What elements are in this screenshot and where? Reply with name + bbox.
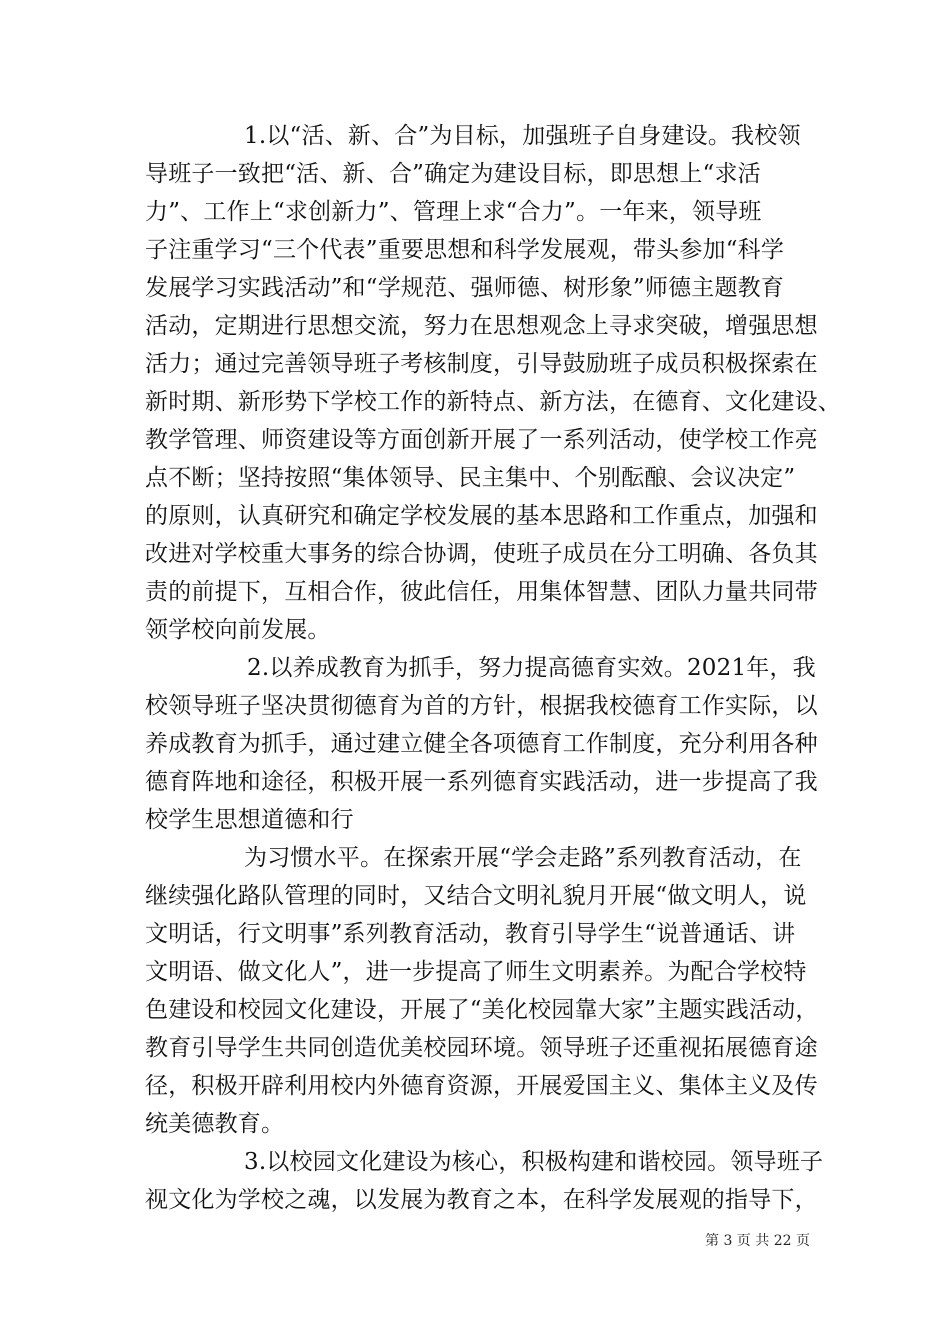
text-line-15: 2.以养成教育为抓手，努力提高德育实效。2021年，我 — [247, 655, 816, 681]
text-line-12: 改进对学校重大事务的综合协调，使班子成员在分工明确、各负其 — [145, 541, 818, 567]
text-line-6: 活动，定期进行思想交流，努力在思想观念上寻求突破，增强思想 — [145, 313, 818, 339]
text-line-13: 责的前提下，互相合作，彼此信任，用集体智慧、团队力量共同带 — [145, 579, 818, 605]
text-line-22: 文明话，行文明事”系列教育活动，教育引导学生“说普通话、讲 — [145, 921, 796, 947]
text-line-11: 的原则，认真研究和确定学校发展的基本思路和工作重点，加强和 — [145, 503, 818, 529]
text-line-3: 力”、工作上“求创新力”、管理上求“合力”。一年来，领导班 — [145, 199, 762, 225]
text-line-7: 活力；通过完善领导班子考核制度，引导鼓励班子成员积极探索在 — [145, 351, 818, 377]
text-line-28: 3.以校园文化建设为核心，积极构建和谐校园。领导班子 — [244, 1149, 824, 1175]
text-line-26: 径，积极开辟利用校内外德育资源，开展爱国主义、集体主义及传 — [145, 1073, 818, 1099]
page-number: 第 3 页 共 22 页 — [705, 1233, 810, 1249]
text-line-21: 继续强化路队管理的同时，又结合文明礼貌月开展“做文明人，说 — [145, 883, 807, 909]
text-line-25: 教育引导学生共同创造优美校园环境。领导班子还重视拓展德育途 — [145, 1035, 818, 1061]
text-line-24: 色建设和校园文化建设，开展了“美化校园靠大家”主题实践活动， — [145, 997, 819, 1023]
text-line-9: 教学管理、师资建设等方面创新开展了一系列活动，使学校工作亮 — [145, 427, 818, 453]
text-line-23: 文明语、做文化人”，进一步提高了师生文明素养。为配合学校特 — [145, 959, 807, 985]
text-line-16: 校领导班子坚决贯彻德育为首的方针，根据我校德育工作实际，以 — [145, 693, 818, 719]
text-line-1: 1.以“活、新、合”为目标，加强班子自身建设。我校领 — [244, 123, 801, 149]
text-line-20: 为习惯水平。在探索开展“学会走路”系列教育活动，在 — [244, 845, 802, 871]
text-line-29: 视文化为学校之魂，以发展为教育之本，在科学发展观的指导下， — [145, 1187, 818, 1213]
text-line-10: 点不断；坚持按照“集体领导、民主集中、个别酝酿、会议决定” — [145, 465, 796, 491]
text-line-18: 德育阵地和途径，积极开展一系列德育实践活动，进一步提高了我 — [145, 769, 818, 795]
text-line-8: 新时期、新形势下学校工作的新特点、新方法，在德育、文化建设、 — [145, 389, 841, 415]
text-line-4: 子注重学习“三个代表”重要思想和科学发展观，带头参加“科学 — [145, 237, 785, 263]
text-line-2: 导班子一致把“活、新、合”确定为建设目标，即思想上“求活 — [145, 161, 761, 187]
text-line-19: 校学生思想道德和行 — [145, 807, 354, 833]
text-line-14: 领学校向前发展。 — [145, 617, 331, 643]
text-line-27: 统美德教育。 — [145, 1111, 285, 1137]
text-line-5: 发展学习实践活动”和“学规范、强师德、树形象”师德主题教育 — [145, 275, 785, 301]
text-line-17: 养成教育为抓手，通过建立健全各项德育工作制度，充分利用各种 — [145, 731, 818, 757]
